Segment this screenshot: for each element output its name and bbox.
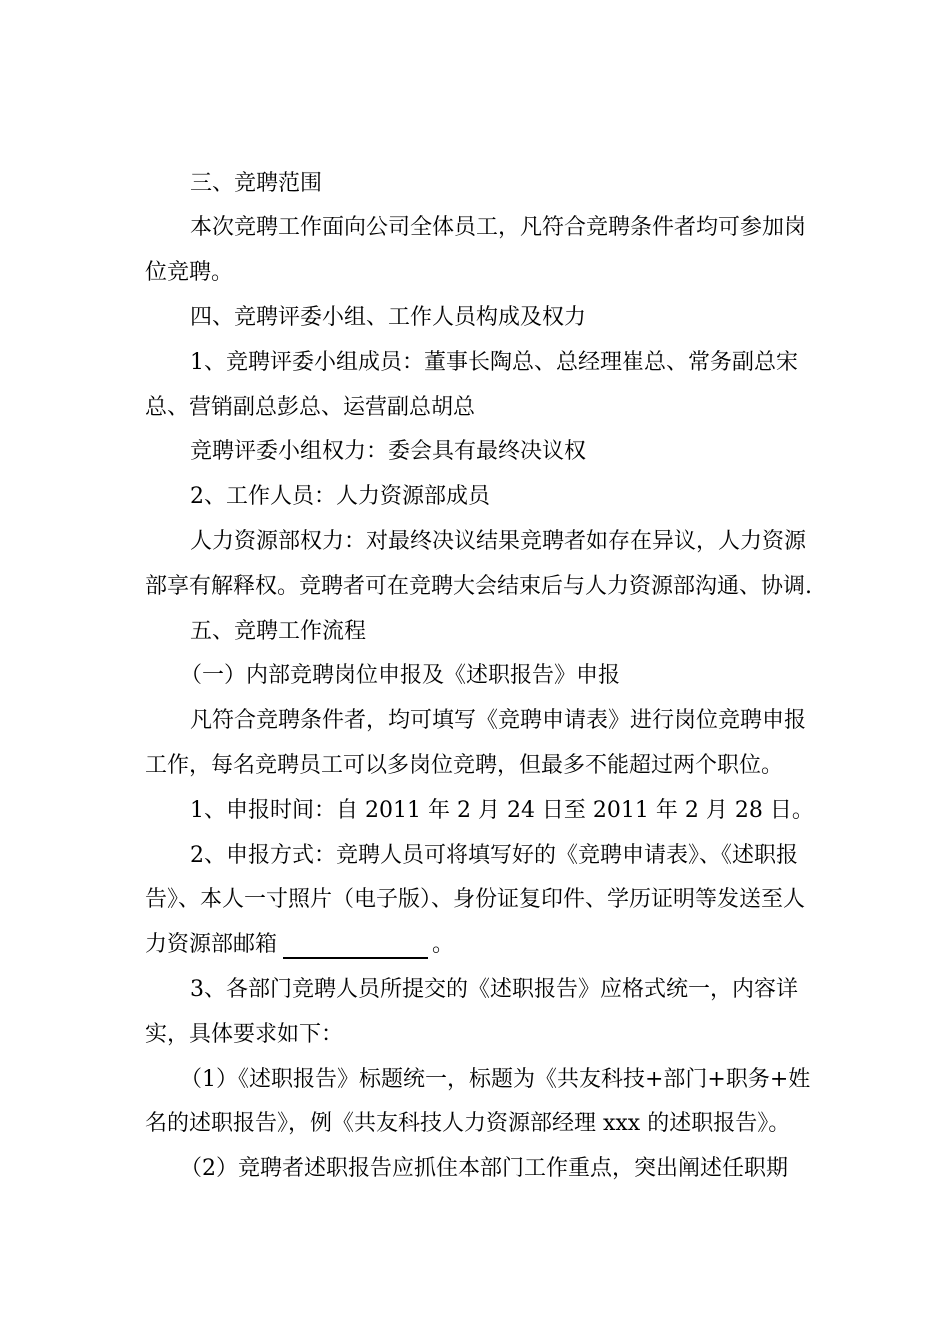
section-heading-process: 五、竞聘工作流程 (190, 619, 367, 644)
paragraph-line: 2、申报方式：竞聘人员可将填写好的《竞聘申请表》、《述职报 (190, 843, 798, 868)
paragraph-line: 1、竞聘评委小组成员：董事长陶总、总经理崔总、常务副总宋 (190, 350, 798, 375)
paragraph-line: （1）《述职报告》标题统一，标题为《共友科技+部门+职务+姓 (180, 1067, 811, 1092)
subsection-heading: （一）内部竞聘岗位申报及《述职报告》申报 (180, 663, 621, 688)
paragraph-line: 2、工作人员：人力资源部成员 (190, 484, 490, 509)
paragraph-line: 告》、本人一寸照片（电子版）、身份证复印件、学历证明等发送至人 (145, 887, 806, 912)
paragraph-line: 本次竞聘工作面向公司全体员工，凡符合竞聘条件者均可参加岗 (190, 215, 807, 240)
paragraph-line: 工作，每名竞聘员工可以多岗位竞聘，但最多不能超过两个职位。 (145, 753, 784, 778)
section-heading-scope: 三、竞聘范围 (190, 171, 323, 196)
paragraph-line: 凡符合竞聘条件者，均可填写《竞聘申请表》进行岗位竞聘申报 (190, 708, 807, 733)
paragraph-line: 实，具体要求如下： (145, 1022, 344, 1047)
section-heading-committee: 四、竞聘评委小组、工作人员构成及权力 (190, 305, 587, 330)
paragraph-line: （2）竞聘者述职报告应抓住本部门工作重点，突出阐述任职期 (180, 1156, 788, 1181)
paragraph-line: 部享有解释权。竞聘者可在竞聘大会结束后与人力资源部沟通、协调. (145, 574, 812, 599)
email-line-end: 。 (432, 932, 455, 957)
email-blank-underline (283, 937, 428, 959)
paragraph-line: 竞聘评委小组权力：委会具有最终决议权 (190, 439, 587, 464)
paragraph-line: 3、各部门竞聘人员所提交的《述职报告》应格式统一，内容详 (190, 977, 798, 1002)
email-label: 力资源部邮箱 (145, 932, 278, 957)
paragraph-line: 位竞聘。 (145, 260, 234, 285)
email-line (145, 931, 454, 959)
paragraph-line: 名的述职报告》，例《共友科技人力资源部经理 xxx 的述职报告》。 (145, 1111, 791, 1136)
paragraph-line: 人力资源部权力：对最终决议结果竞聘者如存在异议，人力资源 (190, 529, 807, 554)
paragraph-line: 总、营销副总彭总、运营副总胡总 (145, 395, 476, 420)
paragraph-line: 1、申报时间：自 2011 年 2 月 24 日至 2011 年 2 月 28 日。 (190, 798, 814, 823)
